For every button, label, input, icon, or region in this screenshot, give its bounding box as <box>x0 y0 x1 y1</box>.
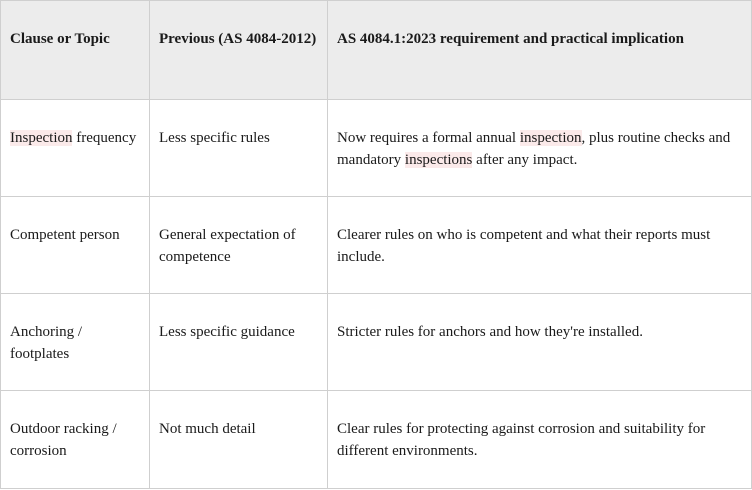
table-row <box>1 391 752 489</box>
cell-previous: Less specific guidance <box>150 294 328 391</box>
header-previous: Previous (AS 4084-2012) <box>150 1 328 100</box>
cell-requirement: Clearer rules on who is competent and what their reports must include. <box>328 197 752 294</box>
highlighted-term: inspections <box>404 152 473 168</box>
cell-topic: Competent person <box>1 197 150 294</box>
table-row <box>1 294 752 391</box>
highlighted-term: inspection <box>519 130 582 146</box>
cell-previous: Less specific rules <box>150 100 328 197</box>
highlighted-term: Inspection <box>10 130 73 146</box>
cell-requirement: Clear rules for protecting against corrosion and suitability for different environments. <box>328 391 752 489</box>
table-row <box>1 197 752 294</box>
cell-previous: General expectation of competence <box>150 197 328 294</box>
cell-topic: Anchoring / footplates <box>1 294 150 391</box>
table-row <box>1 100 752 197</box>
header-clause-topic: Clause or Topic <box>1 1 150 100</box>
cell-topic: Outdoor racking / corrosion <box>1 391 150 489</box>
cell-requirement: Stricter rules for anchors and how they're installed. <box>328 294 752 391</box>
cell-requirement: Now requires a formal annual inspection, plus routine checks and mandatory inspections after any impact. <box>328 100 752 197</box>
cell-topic: Inspection frequency <box>1 100 150 197</box>
header-requirement: AS 4084.1:2023 requirement and practical implication <box>328 1 752 100</box>
table-header-row <box>1 1 752 100</box>
cell-previous: Not much detail <box>150 391 328 489</box>
